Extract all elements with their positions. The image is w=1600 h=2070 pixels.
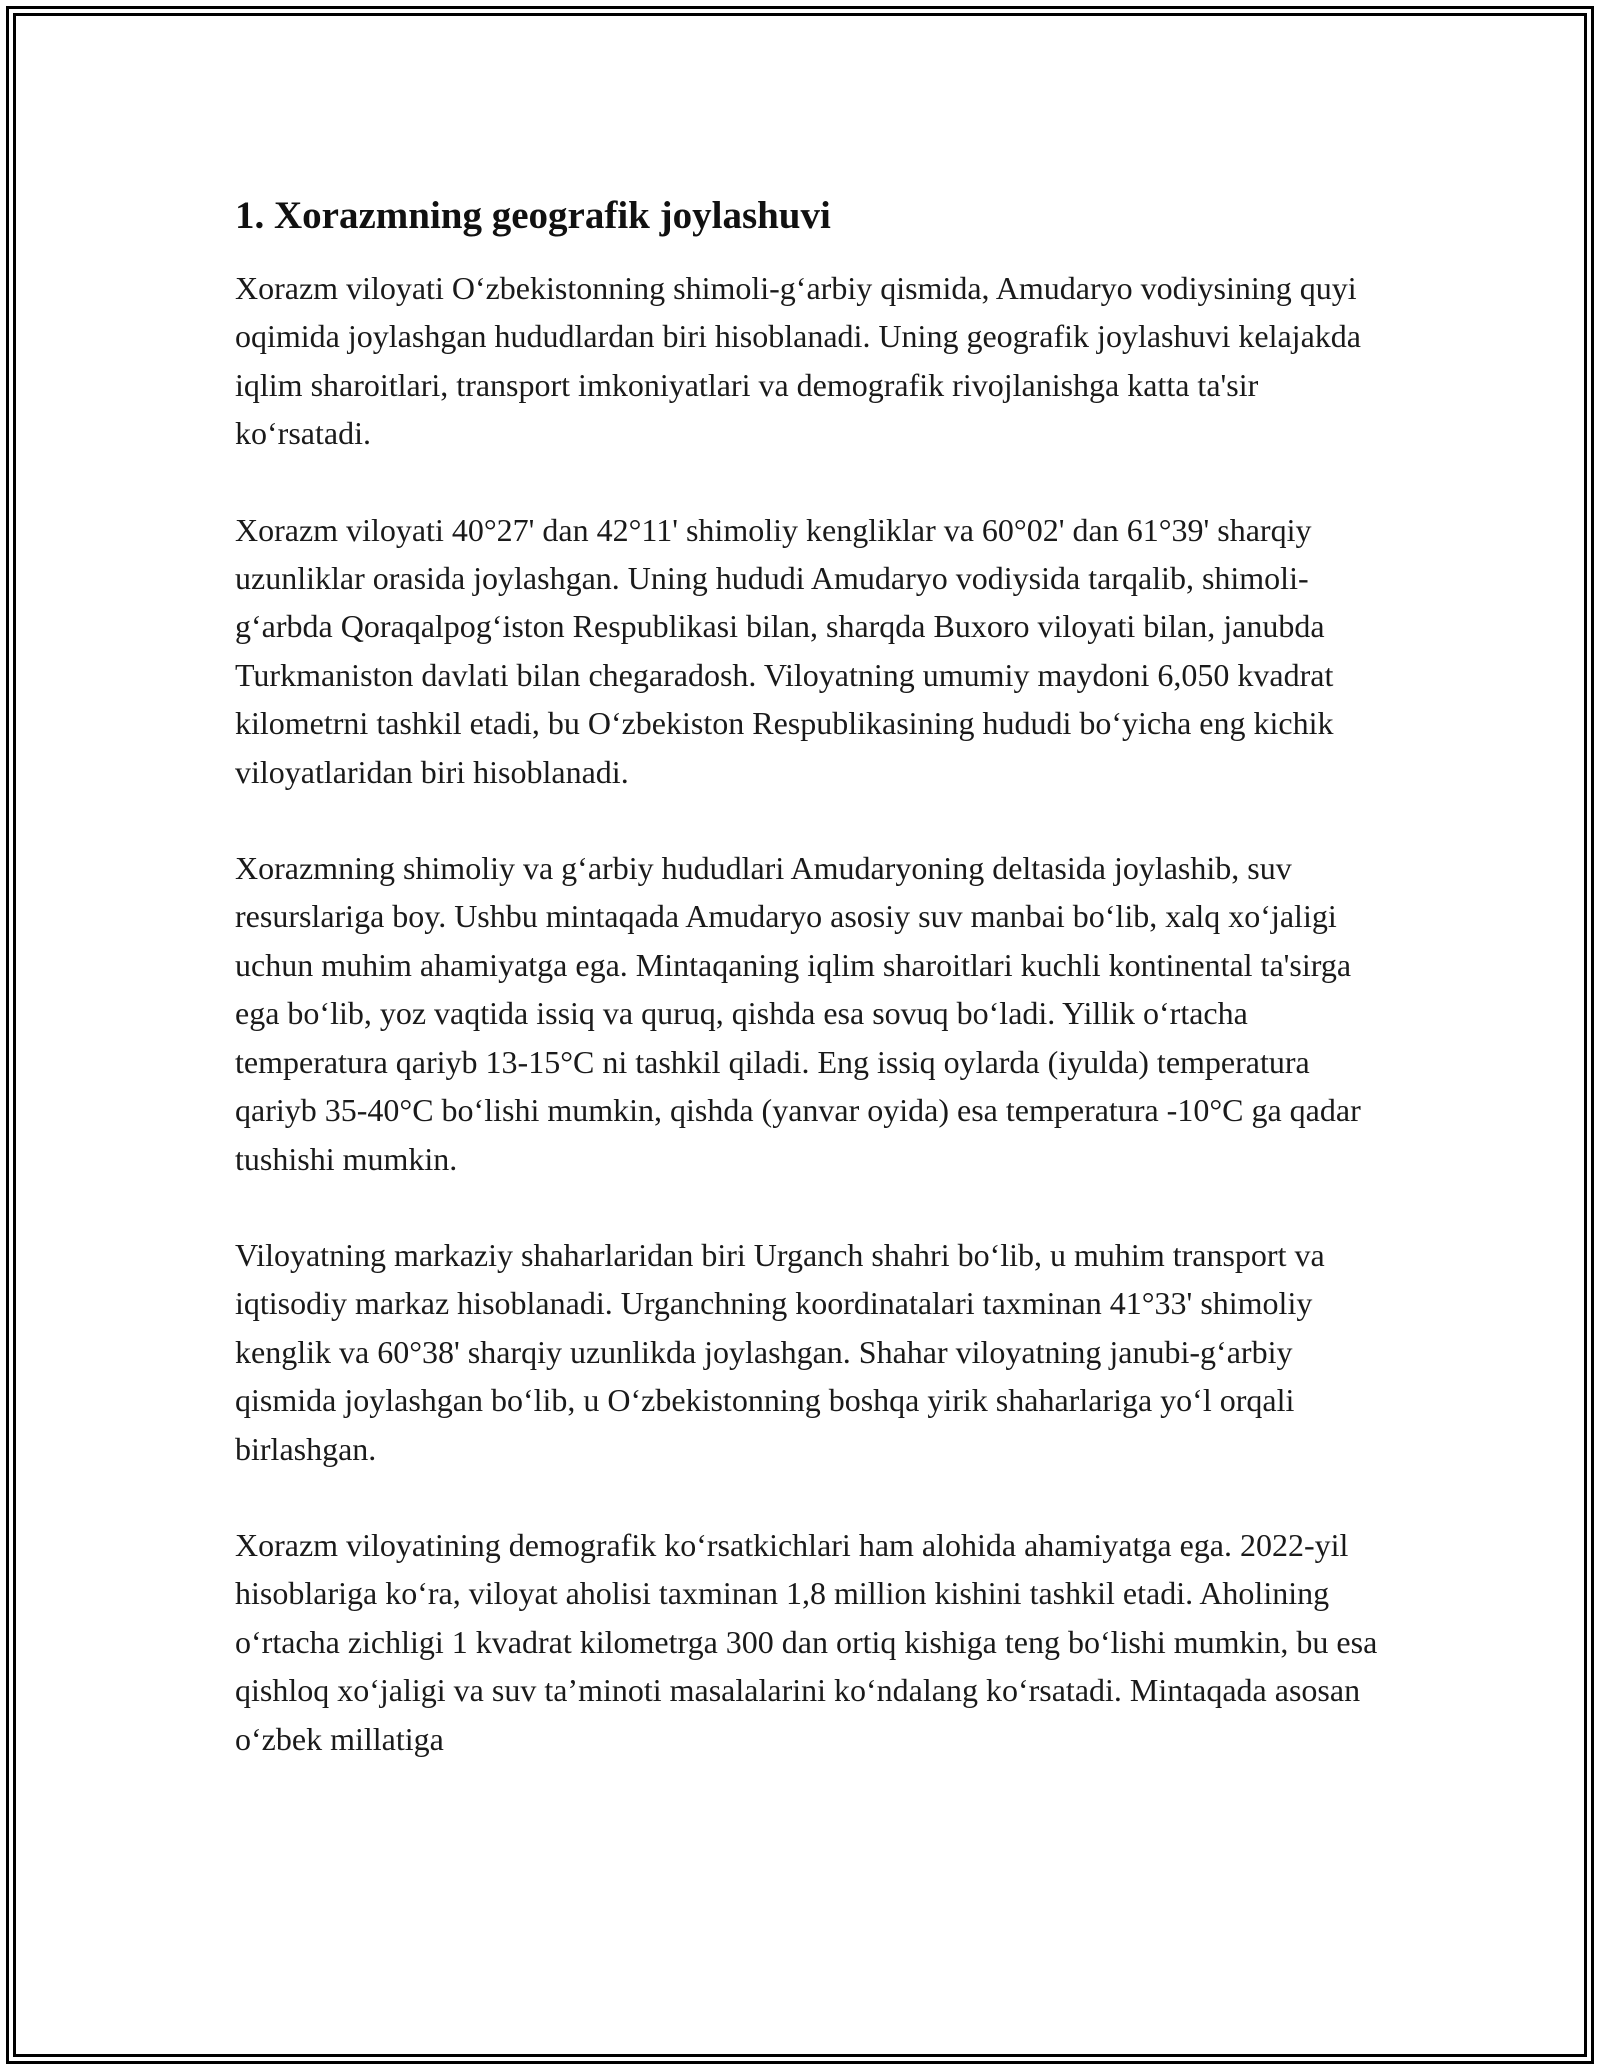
paragraph-climate: Xorazmning shimoliy va g‘arbiy hududlari Amudaryoning deltasida joylashib, suv resurslariga boy. Ushbu mintaqada Amudaryo asosiy suv manbai bo‘lib, xalq xo‘jaligi uchun muhim ahamiyatga ega. Mintaqaning iqlim sharoitlari kuchli kontinental ta'sirga ega bo‘lib, yoz vaqtida issiq va quruq, qishda esa sovuq bo‘ladi. Yillik o‘rtacha temperatura qariyb 13-15°C ni tashkil qiladi. Eng issiq oylarda (iyulda) temperatura qariyb 35-40°C bo‘lishi mumkin, qishda (yanvar oyida) esa temperatura -10°C ga qadar tushishi mumkin.: [235, 850, 1361, 1177]
paragraph-coordinates-borders: Xorazm viloyati 40°27' dan 42°11' shimoliy kengliklar va 60°02' dan 61°39' sharqiy uzunliklar orasida joylashgan. Uning hududi Amudaryo vodiysida tarqalib, shimoli-g‘arbda Qoraqalpog‘iston Respublikasi bilan, sharqda Buxoro viloyati bilan, janubda Turkmaniston davlati bilan chegaradosh. Viloyatning umumiy maydoni 6,050 kvadrat kilometrni tashkil etadi, bu O‘zbekiston Respublikasining hududi bo‘yicha eng kichik viloyatlaridan biri hisoblanadi.: [235, 511, 1334, 790]
document-body: [235, 186, 1395, 1811]
paragraph-introduction: Xorazm viloyati O‘zbekistonning shimoli-g‘arbiy qismida, Amudaryo vodiysining quyi oqimida joylashgan hududlardan biri hisoblanadi. Uning geografik joylashuvi kelajakda iqlim sharoitlari, transport imkoniyatlari va demografik rivojlanishga katta ta'sir ko‘rsatadi.: [235, 270, 1361, 452]
paragraph-urgench: Viloyatning markaziy shaharlaridan biri Urganch shahri bo‘lib, u muhim transport va iqtisodiy markaz hisoblanadi. Urganchning koordinatalari taxminan 41°33' shimoliy kenglik va 60°38' sharqiy uzunlikda joylashgan. Shahar viloyatning janubi-g‘arbiy qismida joylashgan bo‘lib, u O‘zbekistonning boshqa yirik shaharlariga yo‘l orqali birlashgan.: [235, 1236, 1325, 1467]
paragraph-demographics: Xorazm viloyatining demografik ko‘rsatkichlari ham alohida ahamiyatga ega. 2022-yil hisoblariga ko‘ra, viloyat aholisi taxminan 1,8 million kishini tashkil etadi. Aholining o‘rtacha zichligi 1 kvadrat kilometrga 300 dan ortiq kishiga teng bo‘lishi mumkin, bu esa qishloq xo‘jaligi va suv ta’minoti masalalarini ko‘ndalang ko‘rsatadi. Mintaqada asosan o‘zbek millatiga: [235, 1526, 1378, 1757]
section-heading: 1. Xorazmning geografik joylashuvi: [235, 194, 831, 237]
